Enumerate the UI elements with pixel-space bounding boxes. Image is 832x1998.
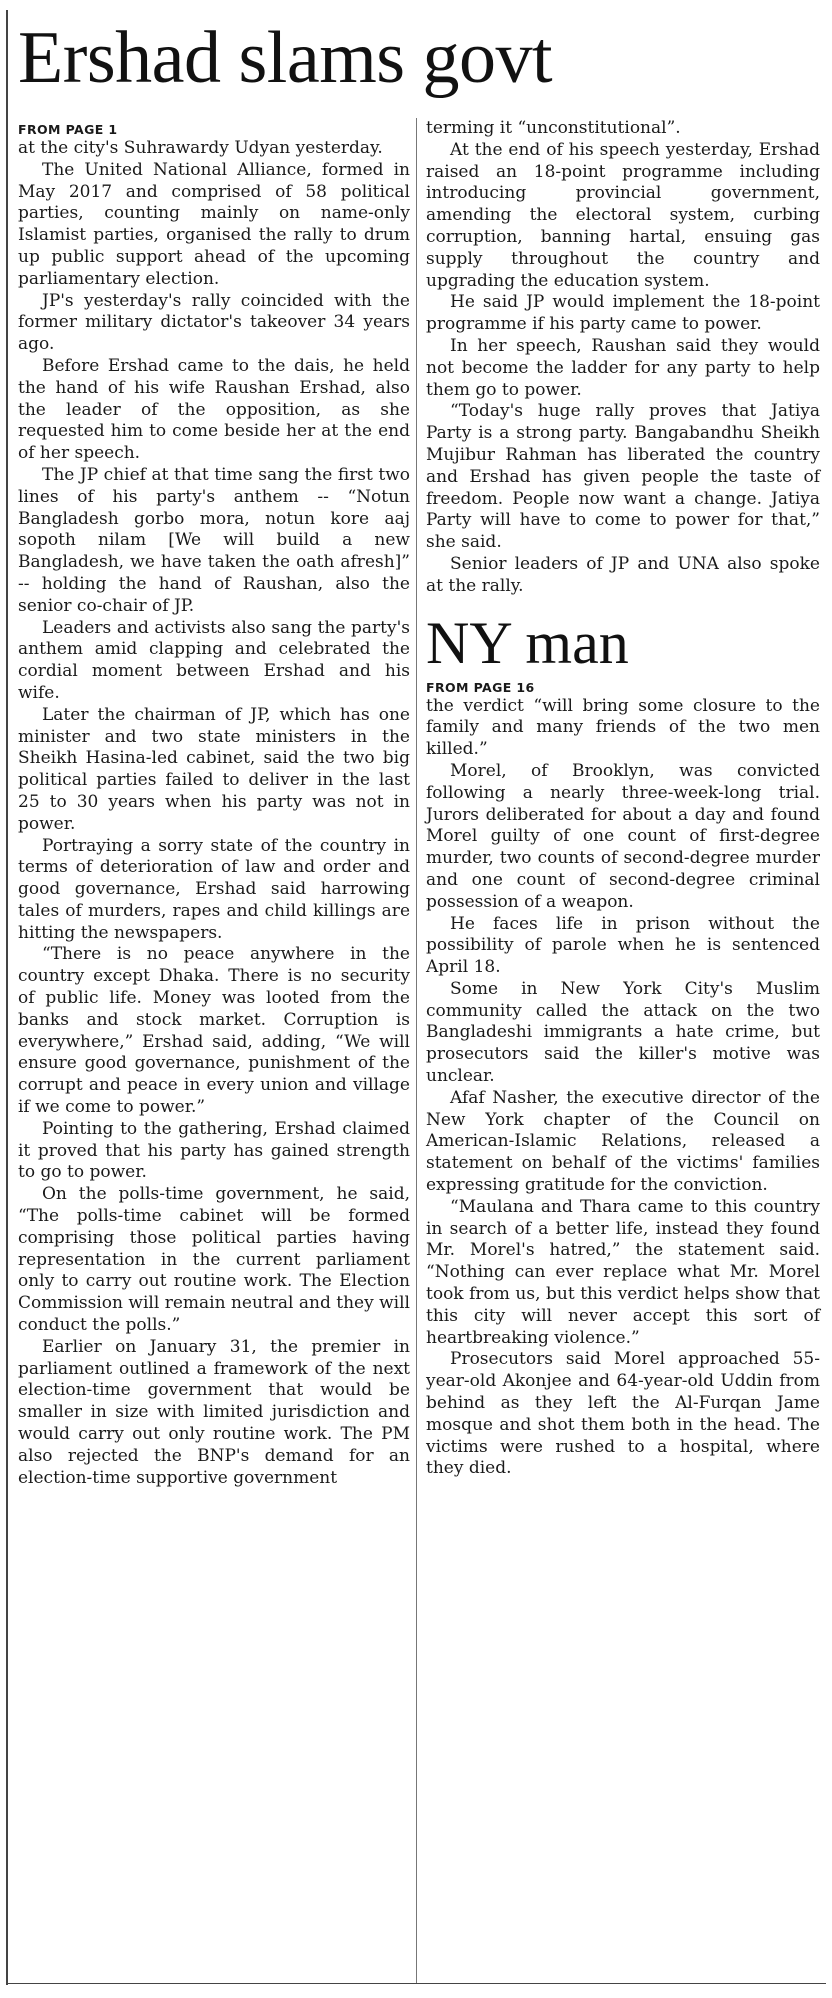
article-headline-ershad: Ershad slams govt [18, 17, 553, 99]
bottom-border-rule [6, 1983, 826, 1984]
continued-from-label: FROM PAGE 1 [18, 122, 118, 137]
column-divider [416, 118, 417, 1983]
right-column [426, 118, 820, 1480]
article-paragraph: The United National Alliance, formed in May 2017 and comprised of 58 political parties, counting mainly on name-only Islamist parties, organised the rally to drum up public support ahead of the upcoming parliamentary election. [18, 159, 410, 289]
left-column [18, 118, 410, 1489]
article-paragraph: Morel, of Brooklyn, was convicted following a nearly three-week-long trial. Jurors deliberated for about a day and found Morel guilty of one count of first-degree murder, two counts of second-degree murder and one count of second-degree criminal possession of a weapon. [426, 760, 820, 912]
article-paragraph: Earlier on January 31, the premier in parliament outlined a framework of the next election-time government that would be smaller in size with limited jurisdiction and would carry out only routine work. The PM also rejected the BNP's demand for an election-time supportive government [18, 1336, 410, 1488]
article-paragraph: Pointing to the gathering, Ershad claimed it proved that his party has gained strength to go to power. [18, 1118, 410, 1183]
article-paragraph: The JP chief at that time sang the first two lines of his party's anthem -- “Notun Bangladesh gorbo mora, notun kore aaj sopoth nilam [We will build a new Bangladesh, we have taken the oath afresh]” -- holding the hand of Raushan, also the senior co-chair of JP. [18, 464, 410, 616]
article-paragraph: On the polls-time government, he said, “The polls-time cabinet will be formed comprising those political parties having representation in the current parliament only to carry out routine work. The Election Commission will remain neutral and they will conduct the polls.” [18, 1184, 410, 1336]
article-paragraph: He said JP would implement the 18-point programme if his party came to power. [426, 292, 820, 335]
article-paragraph: “Today's huge rally proves that Jatiya Party is a strong party. Bangabandhu Sheikh Mujibur Rahman has liberated the country and Ershad has given people the taste of freedom. People now want a change. Jatiya Party will have to come to power for that,” she said. [426, 401, 820, 553]
article-paragraph: Later the chairman of JP, which has one minister and two state ministers in the Sheikh Hasina-led cabinet, said the two big political parties failed to deliver in the last 25 to 30 years when his party was not in power. [18, 704, 410, 834]
continued-from-label: FROM PAGE 16 [426, 679, 535, 695]
article-paragraph: Senior leaders of JP and UNA also spoke at the rally. [426, 553, 820, 596]
article-paragraph: In her speech, Raushan said they would not become the ladder for any party to help them go to power. [426, 335, 820, 400]
article-headline-ny-man: NY man [426, 609, 629, 676]
article-paragraph: Leaders and activists also sang the party's anthem amid clapping and celebrated the cordial moment between Ershad and his wife. [18, 617, 410, 703]
article-paragraph: at the city's Suhrawardy Udyan yesterday. [18, 138, 383, 158]
article-paragraph: Some in New York City's Muslim community called the attack on the two Bangladeshi immigrants a hate crime, but prosecutors said the killer's motive was unclear. [426, 978, 820, 1087]
article-paragraph: Afaf Nasher, the executive director of the New York chapter of the Council on American-Islamic Relations, released a statement on behalf of the victims' families expressing gratitude for the conviction. [426, 1087, 820, 1196]
article-paragraph: the verdict “will bring some closure to the family and many friends of the two men killed.” [426, 695, 820, 760]
article-paragraph: JP's yesterday's rally coincided with the former military dictator's takeover 34 years ago. [18, 290, 410, 355]
article-paragraph: “Maulana and Thara came to this country in search of a better life, instead they found Mr. Morel's hatred,” the statement said. “Nothing can ever replace what Mr. Morel took from us, but this verdict helps show that this city will never accept this sort of heartbreaking violence.” [426, 1196, 820, 1348]
article-paragraph: Before Ershad came to the dais, he held the hand of his wife Raushan Ershad, also the leader of the opposition, as she requested him to come beside her at the end of her speech. [18, 355, 410, 464]
article-paragraph: He faces life in prison without the possibility of parole when he is sentenced April 18. [426, 913, 820, 978]
article-paragraph: Prosecutors said Morel approached 55-year-old Akonjee and 64-year-old Uddin from behind as they left the Al-Furqan Jame mosque and shot them both in the head. The victims were rushed to a hospital, where they died. [426, 1349, 820, 1479]
article-paragraph: “There is no peace anywhere in the country except Dhaka. There is no security of public life. Money was looted from the banks and stock market. Corruption is everywhere,” Ershad said, adding, “We will ensure good governance, punishment of the corrupt and peace in every union and village if we come to power.” [18, 944, 410, 1118]
article-paragraph: Portraying a sorry state of the country in terms of deterioration of law and order and good governance, Ershad said harrowing tales of murders, rapes and child killings are hitting the newspapers. [18, 835, 410, 943]
article-paragraph: terming it “unconstitutional”. [426, 118, 681, 138]
article-paragraph: At the end of his speech yesterday, Ershad raised an 18-point programme including introducing provincial government, amending the electoral system, curbing corruption, banning hartal, ensuing gas supply throughout the country and upgrading the education system. [426, 139, 820, 291]
left-border-rule [6, 10, 8, 1985]
